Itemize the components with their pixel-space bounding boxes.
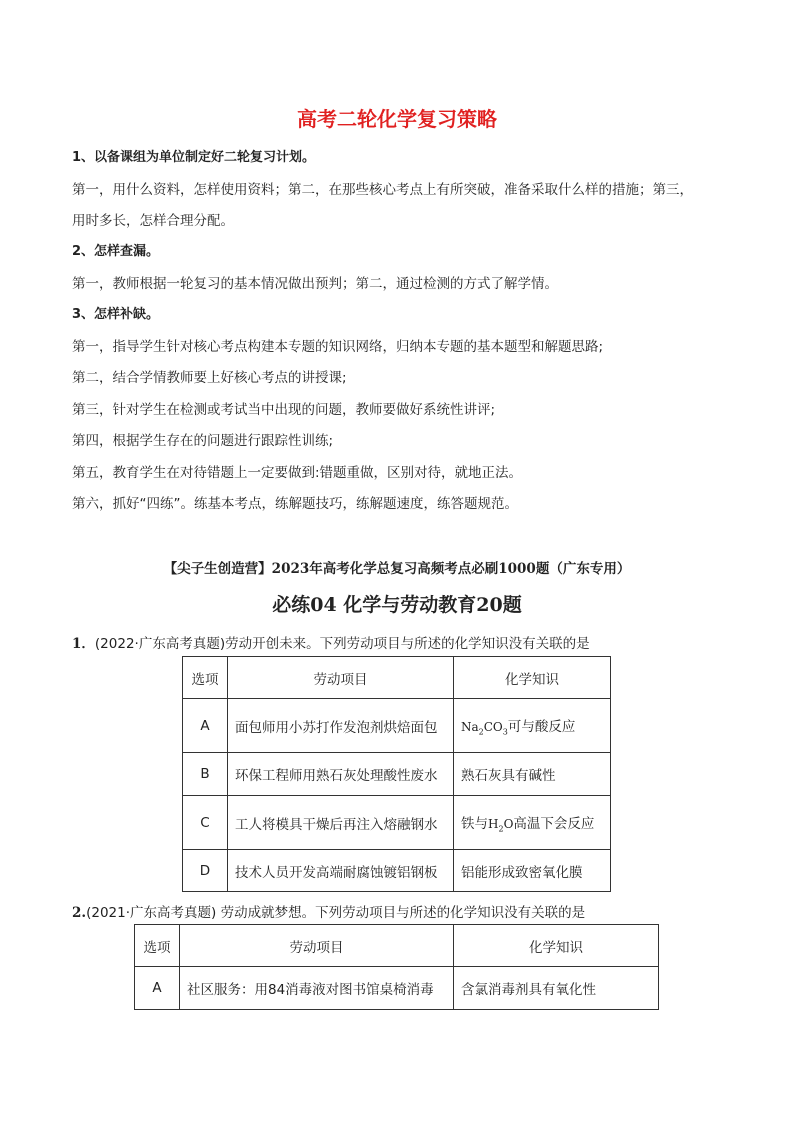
formula-part-2: CO (483, 719, 503, 734)
section-3-line-2: 第二，结合学情教师要上好核心考点的讲授课; (72, 370, 347, 386)
row-task: 环保工程师用熟石灰处理酸性废水 (228, 753, 454, 796)
question-2-stem: (2021·广东高考真题) 劳动成就梦想。下列劳动项目与所述的化学知识没有关联的是 (86, 905, 586, 921)
section-3-line-4: 第四，根据学生存在的问题进行跟踪性训练; (72, 433, 334, 449)
section-3-line-5: 第五，教育学生在对待错题上一定要做到:错题重做，区别对待，就地正法。 (72, 465, 523, 481)
question-1-stem: (2022·广东高考真题)劳动开创未来。下列劳动项目与所述的化学知识没有关联的是 (94, 636, 590, 652)
header-task: 劳动项目 (180, 925, 454, 967)
row-task: 技术人员开发高端耐腐蚀镀铝钢板 (228, 850, 454, 892)
header-option: 选项 (135, 925, 180, 967)
chemical-formula (461, 719, 508, 737)
exercise-title: 必练04 化学与劳动教育20题 (272, 594, 522, 616)
formula-part-1: H (488, 816, 499, 831)
question-1 (72, 632, 590, 652)
row-option: A (183, 699, 228, 753)
row-option: D (183, 850, 228, 892)
formula-part-1: Na (461, 719, 479, 734)
page-title: 高考二轮化学复习策略 (297, 107, 497, 131)
chemical-formula (488, 816, 514, 834)
row-option: A (135, 967, 180, 1010)
row-knowledge (454, 796, 611, 850)
question-1-table (182, 656, 611, 892)
section-3-heading: 3、怎样补缺。 (72, 307, 160, 322)
header-task: 劳动项目 (228, 657, 454, 699)
section-3-line-6: 第六，抓好“四练”。练基本考点，练解题技巧，练解题速度，练答题规范。 (72, 496, 518, 512)
section-3-line-1: 第一，指导学生针对核心考点构建本专题的知识网络，归纳本专题的基本题型和解题思路; (72, 339, 604, 355)
header-knowledge: 化学知识 (454, 925, 659, 967)
knowledge-prefix: 铁与 (461, 815, 488, 832)
table-row (183, 699, 611, 753)
section-1-heading: 1、以备课组为单位制定好二轮复习计划。 (72, 150, 316, 165)
knowledge-suffix: 高温下会反应 (513, 815, 595, 832)
knowledge-suffix: 可与酸反应 (507, 718, 576, 735)
row-knowledge: 熟石灰具有碱性 (454, 753, 611, 796)
row-task: 面包师用小苏打作发泡剂烘焙面包 (228, 699, 454, 753)
row-task: 工人将模具干燥后再注入熔融钢水 (228, 796, 454, 850)
table-row (183, 753, 611, 796)
row-knowledge (454, 699, 611, 753)
section-1-line-2: 用时多长，怎样合理分配。 (72, 213, 234, 229)
formula-subscript-1: 2 (478, 727, 484, 737)
row-knowledge: 含氯消毒剂具有氧化性 (454, 967, 659, 1010)
section-2-heading: 2、怎样查漏。 (72, 244, 160, 259)
question-1-number: 1． (72, 636, 95, 652)
series-banner: 【尖子生创造营】2023年高考化学总复习高频考点必刷1000题（广东专用） (163, 561, 631, 577)
table-row (135, 967, 659, 1010)
table-row (183, 796, 611, 850)
section-2-line-1: 第一，教师根据一轮复习的基本情况做出预判；第二，通过检测的方式了解学情。 (72, 276, 558, 292)
table-header-row (135, 925, 659, 967)
section-1-line-1: 第一，用什么资料，怎样使用资料；第二，在那些核心考点上有所突破，准备采取什么样的措施；第三， (72, 182, 693, 198)
table-header-row (183, 657, 611, 699)
question-2-number: 2. (72, 905, 87, 921)
header-knowledge: 化学知识 (454, 657, 611, 699)
question-2 (72, 901, 585, 921)
formula-subscript-2: 3 (502, 727, 508, 737)
row-task: 社区服务：用84消毒液对图书馆桌椅消毒 (180, 967, 454, 1010)
row-option: C (183, 796, 228, 850)
row-option: B (183, 753, 228, 796)
section-3-line-3: 第三，针对学生在检测或考试当中出现的问题，教师要做好系统性讲评; (72, 402, 496, 418)
formula-subscript-1: 2 (498, 824, 504, 834)
table-row (183, 850, 611, 892)
formula-part-2: O (503, 816, 514, 831)
header-option: 选项 (183, 657, 228, 699)
row-knowledge: 铝能形成致密氧化膜 (454, 850, 611, 892)
question-2-table (134, 924, 659, 1010)
